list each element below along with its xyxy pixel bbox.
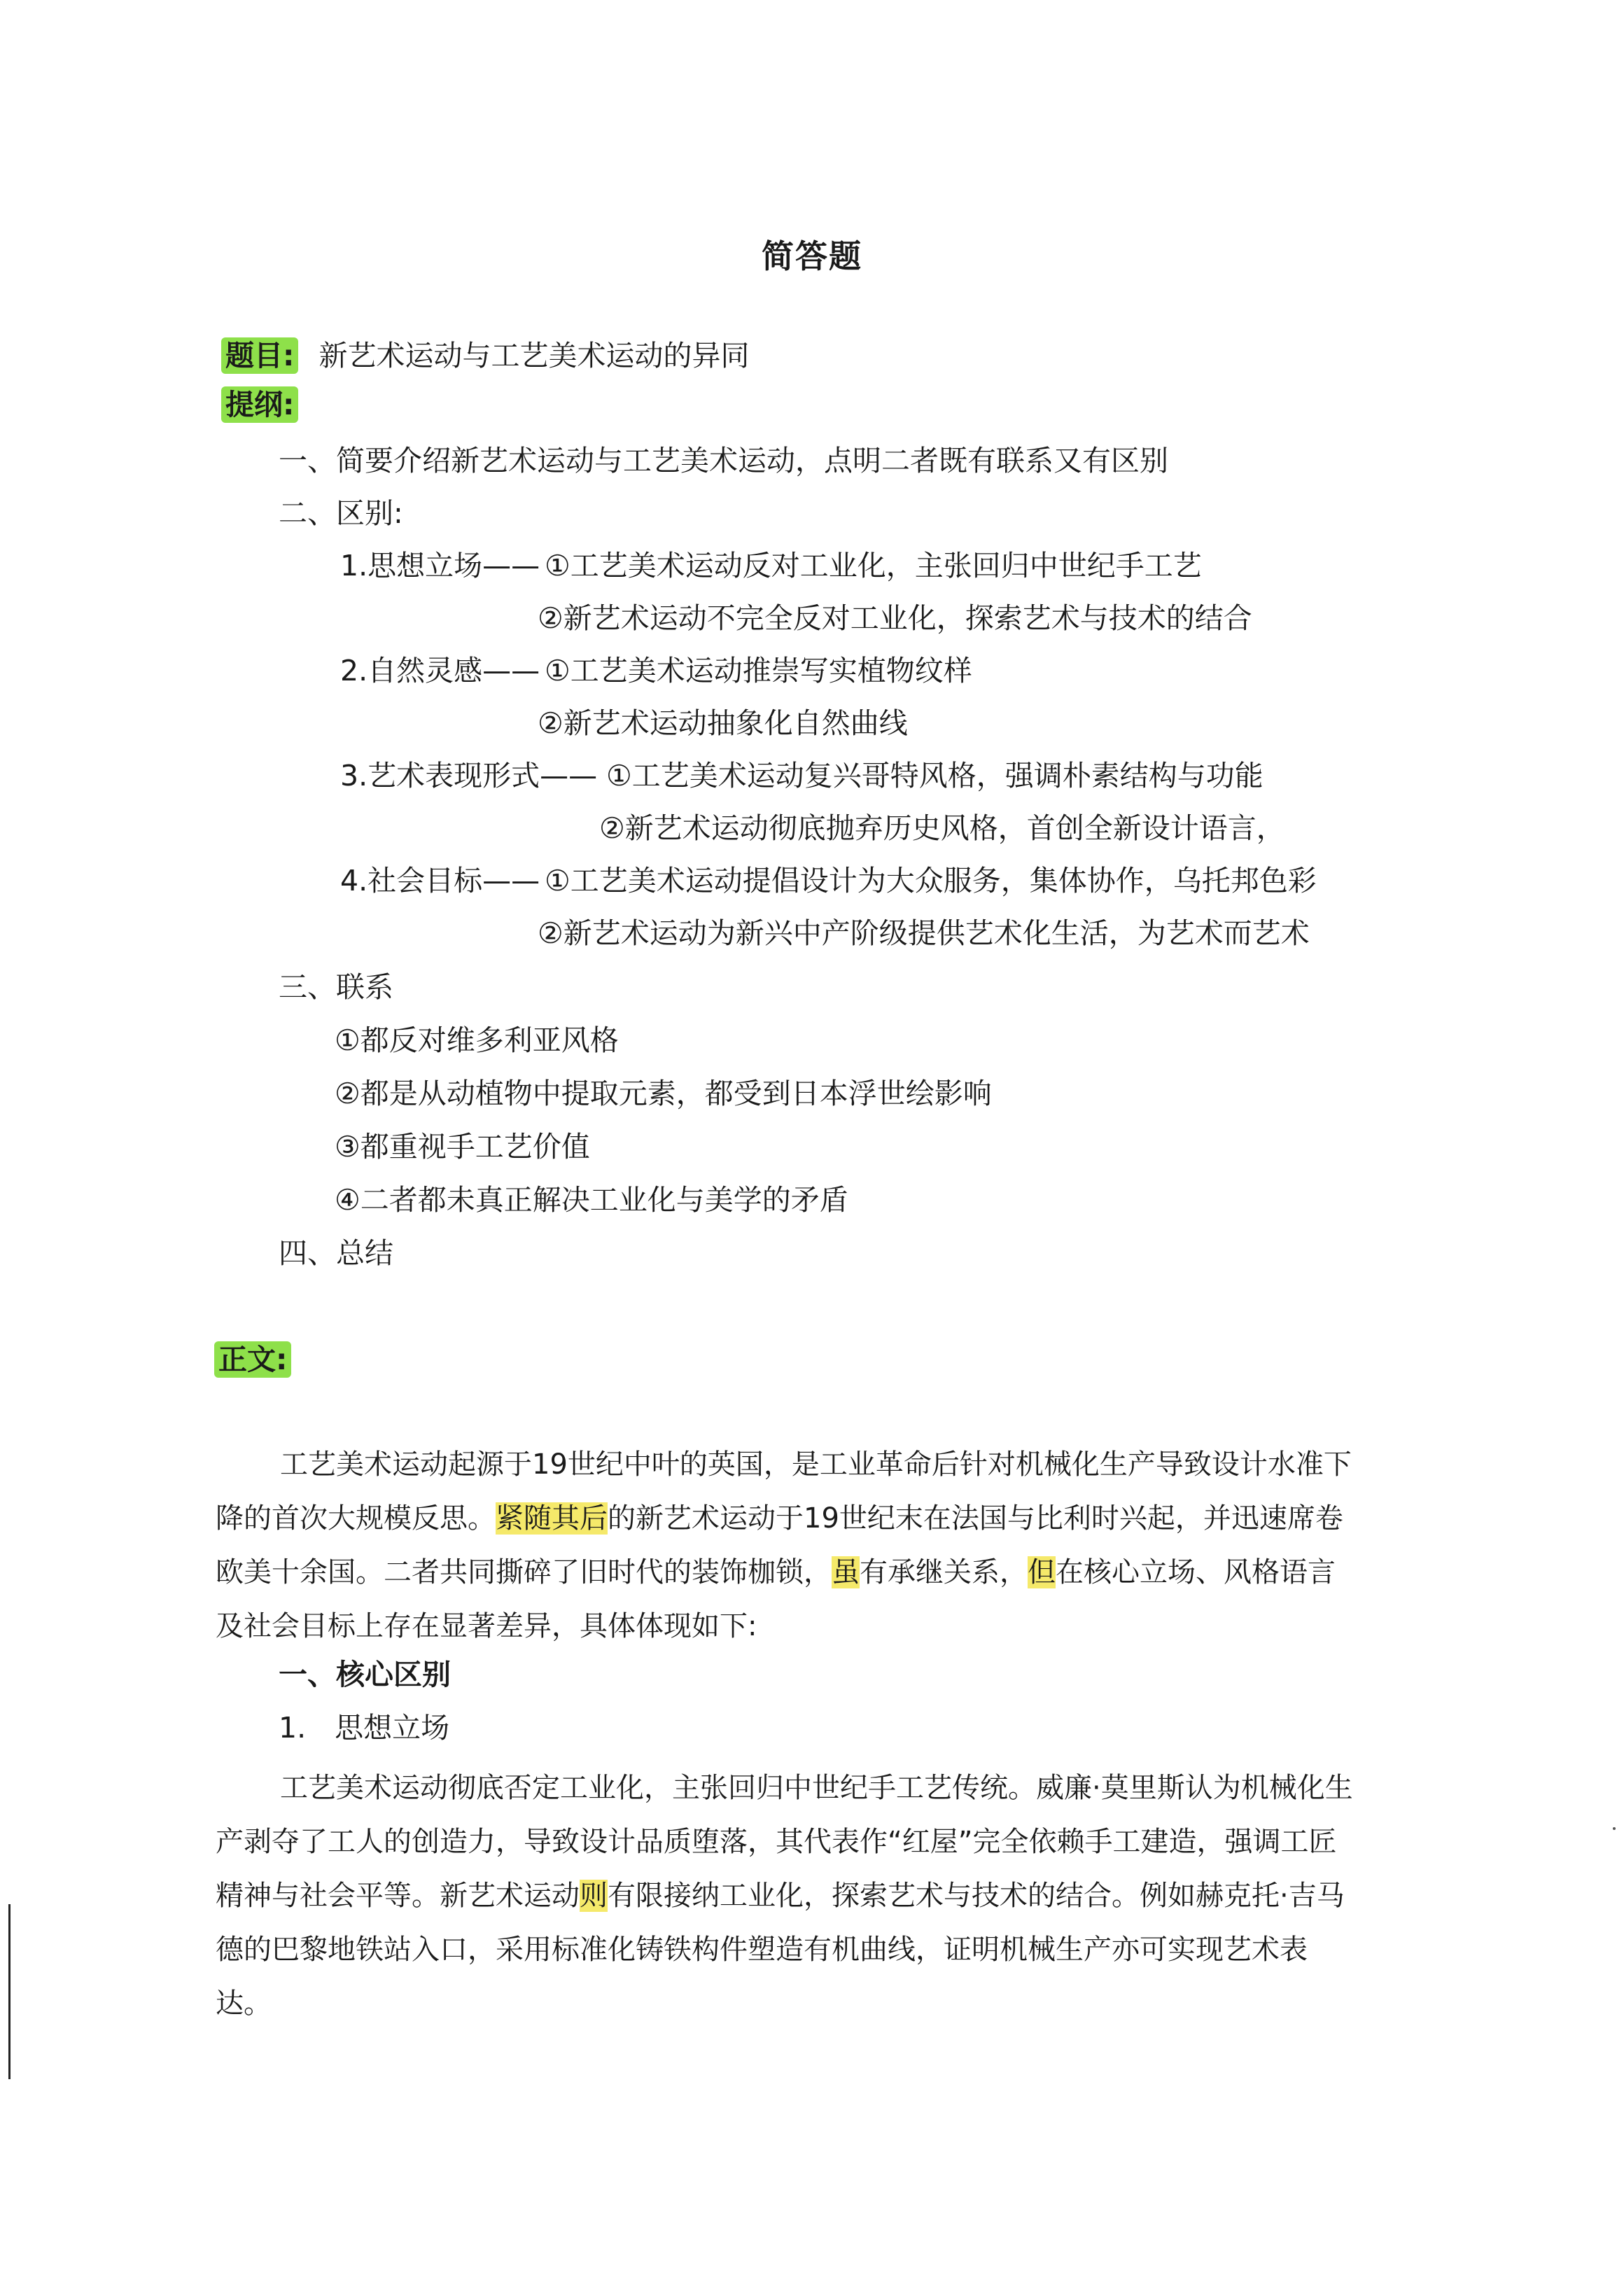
scan-speck [1613,1827,1616,1830]
p1-text-b: 的新艺术运动于19世纪末在法国与比利时兴起，并迅速席卷欧美十余国。二者共同撕碎了旧时代的装饰枷锁， [216,1502,1343,1588]
body-paragraph-2 [216,1761,1357,2031]
outline-item-3-head: 3.艺术表现形式—— [340,759,598,792]
question-row [221,335,749,377]
body-heading-1: 一、核心区别 [279,1658,451,1691]
outline-link-2: ②都是从动植物中提取元素，都受到日本浮世绘影响 [335,1077,992,1110]
outline-item-1-line-1: ①工艺美术运动反对工业化，主张回归中世纪手工艺 [545,549,1202,582]
body-heading-2: 1. 思想立场 [279,1711,450,1745]
p2-text-b: 有限接纳工业化，探索艺术与技术的结合。例如赫克托·吉马德的巴黎地铁站入口，采用标准化铸铁构件塑造有机曲线，证明机械生产亦可实现艺术表达。 [216,1880,1345,2020]
outline-section-2: 二、区别: [279,496,403,530]
outline-link-4: ④二者都未真正解决工业化与美学的矛盾 [335,1183,848,1217]
outline-item-3-line-2: ②新艺术运动彻底抛弃历史风格，首创全新设计语言， [599,811,1285,845]
p1-text-c: 有承继关系， [860,1556,1028,1588]
p2-highlight: 则 [580,1880,608,1912]
outline-section-3: 三、联系 [279,970,393,1004]
outline-item-4-line-2: ②新艺术运动为新兴中产阶级提供艺术化生活，为艺术而艺术 [538,916,1310,950]
body-tag-row [214,1339,291,1381]
page-title: 简答题 [762,237,862,275]
p1-highlight-1: 紧随其后 [496,1502,608,1535]
outline-link-1: ①都反对维多利亚风格 [335,1023,619,1057]
outline-item-1-head: 1.思想立场—— [340,549,540,582]
outline-item-1-line-2: ②新艺术运动不完全反对工业化，探索艺术与技术的结合 [538,601,1252,635]
p1-highlight-3: 但 [1028,1556,1056,1588]
question-text: 新艺术运动与工艺美术运动的异同 [318,339,750,372]
p1-text-a: 工艺美术运动起源于19世纪中叶的英国，是工业革命后针对机械化生产导致设计水准下降的首次大规模反思。 [216,1448,1352,1535]
outline-item-4-line-1: ①工艺美术运动提倡设计为大众服务，集体协作，乌托邦色彩 [545,864,1317,897]
outline-item-2-line-2: ②新艺术运动抽象化自然曲线 [538,706,908,740]
outline-section-4: 四、总结 [279,1236,393,1270]
p1-text-d: 在核心立场、风格语言及社会目标上存在显著差异，具体体现如下: [216,1556,1336,1642]
outline-link-3: ③都重视手工艺价值 [335,1130,590,1164]
outline-tag: 提纲: [221,386,298,423]
body-tag: 正文: [214,1341,291,1378]
p1-highlight-2: 虽 [832,1556,860,1588]
outline-item-3-line-1: ①工艺美术运动复兴哥特风格，强调朴素结构与功能 [606,759,1264,792]
outline-item-4-head: 4.社会目标—— [340,864,540,897]
body-paragraph-1 [216,1438,1357,1654]
outline-tag-row [221,384,298,426]
p2-text-a: 工艺美术运动彻底否定工业化，主张回归中世纪手工艺传统。威廉·莫里斯认为机械化生产剥夺了工人的创造力，导致设计品质堕落，其代表作“红屋”完全依赖手工建造，强调工匠精神与社会平等。新艺术运动 [216,1772,1353,1912]
scan-margin-line [8,1904,10,2079]
outline-section-1: 一、简要介绍新艺术运动与工艺美术运动，点明二者既有联系又有区别 [279,444,1168,477]
outline-item-2-head: 2.自然灵感—— [340,654,540,687]
outline-item-2-line-1: ①工艺美术运动推崇写实植物纹样 [545,654,972,687]
question-tag: 题目: [221,337,298,374]
